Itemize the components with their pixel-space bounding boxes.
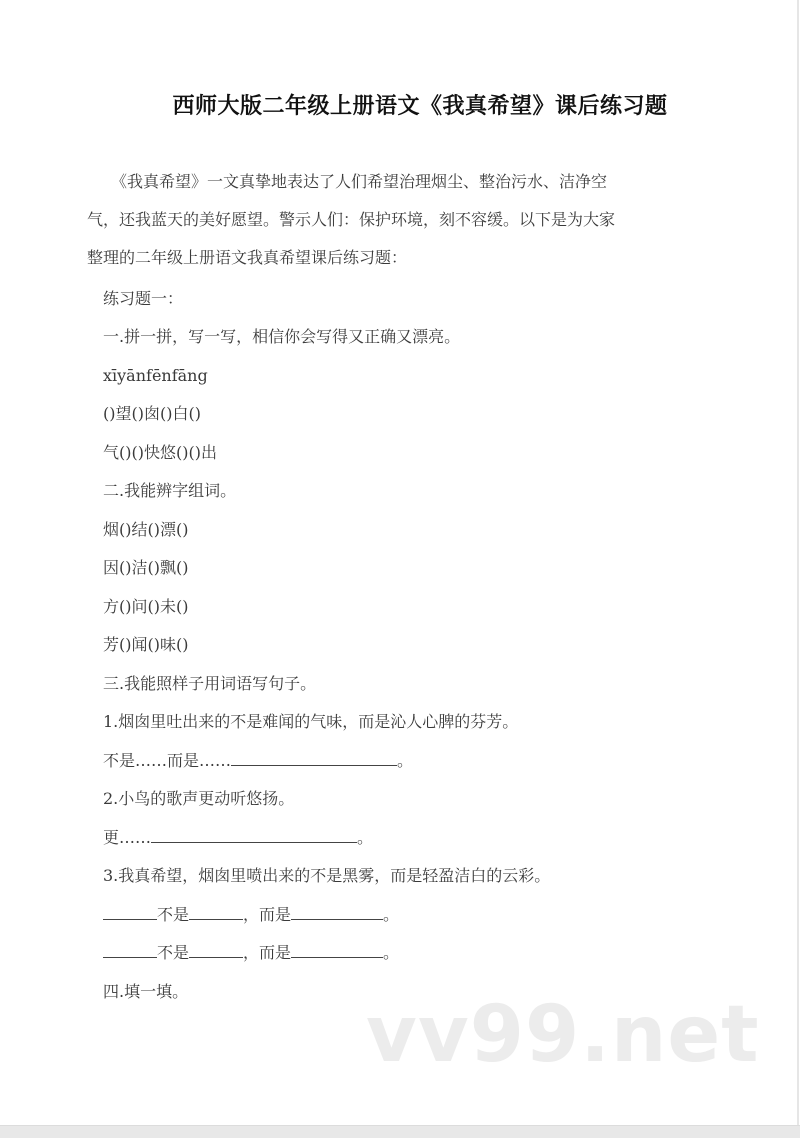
section3-q3-answer-line-2 bbox=[103, 942, 399, 964]
intro-line-1: 《我真希望》一文真挚地表达了人们希望治理烟尘、整治污水、洁净空 bbox=[87, 172, 608, 191]
q3-blank-1a[interactable] bbox=[103, 905, 157, 920]
section2-row-1: 烟()结()漂() bbox=[103, 520, 189, 539]
intro-line-2: 气，还我蓝天的美好愿望。警示人们：保护环境，刻不容缓。以下是为大家 bbox=[87, 210, 616, 229]
q2-answer-blank[interactable] bbox=[151, 828, 357, 843]
section3-q1-sentence: 1.烟囱里吐出来的不是难闻的气味，而是沁人心脾的芬芳。 bbox=[103, 712, 519, 731]
q3-end: 。 bbox=[383, 943, 400, 962]
q3-end: 。 bbox=[383, 905, 400, 924]
q1-answer-blank[interactable] bbox=[231, 751, 397, 766]
watermark: vv99.net bbox=[366, 990, 760, 1080]
exercise-heading: 练习题一： bbox=[103, 289, 184, 308]
section1-heading: 一.拼一拼，写一写，相信你会写得又正确又漂亮。 bbox=[103, 327, 461, 346]
q2-prompt: 更…… bbox=[103, 828, 152, 847]
section1-row-1: ()望()囱()白() bbox=[103, 404, 201, 423]
section3-q1-answer-line bbox=[103, 750, 413, 772]
pinyin-line: xīyānfēnfāng bbox=[103, 366, 208, 385]
q2-end: 。 bbox=[357, 828, 374, 847]
section3-q2-answer-line bbox=[103, 827, 373, 849]
section2-row-3: 方()问()未() bbox=[103, 597, 189, 616]
q3-blank-2a[interactable] bbox=[103, 943, 157, 958]
q1-prompt: 不是……而是…… bbox=[103, 751, 232, 770]
section3-q3-sentence: 3.我真希望，烟囱里喷出来的不是黑雾，而是轻盈洁白的云彩。 bbox=[103, 866, 551, 885]
q3-comma: ， bbox=[243, 943, 260, 962]
q3-word-bushi: 不是 bbox=[157, 905, 190, 924]
q3-word-bushi: 不是 bbox=[157, 943, 190, 962]
q3-blank-1b[interactable] bbox=[189, 905, 243, 920]
q3-word-ershi: 而是 bbox=[259, 943, 292, 962]
section3-q2-sentence: 2.小鸟的歌声更动听悠扬。 bbox=[103, 789, 295, 808]
q3-blank-2c[interactable] bbox=[291, 943, 383, 958]
section2-row-2: 因()洁()飘() bbox=[103, 558, 189, 577]
q3-word-ershi: 而是 bbox=[259, 905, 292, 924]
section4-heading: 四.填一填。 bbox=[103, 982, 189, 1001]
section3-heading: 三.我能照样子用词语写句子。 bbox=[103, 674, 317, 693]
section2-row-4: 芳()闻()味() bbox=[103, 635, 189, 654]
page-bottom-edge bbox=[0, 1125, 800, 1138]
intro-line-3: 整理的二年级上册语文我真希望课后练习题： bbox=[87, 248, 408, 267]
document-title: 西师大版二年级上册语文《我真希望》课后练习题 bbox=[172, 94, 668, 119]
intro-paragraph bbox=[87, 163, 717, 277]
q1-end: 。 bbox=[397, 751, 414, 770]
section3-q3-answer-line-1 bbox=[103, 904, 399, 926]
q3-comma: ， bbox=[243, 905, 260, 924]
section2-heading: 二.我能辨字组词。 bbox=[103, 481, 237, 500]
q3-blank-2b[interactable] bbox=[189, 943, 243, 958]
section1-row-2: 气()()快悠()()出 bbox=[103, 443, 217, 462]
q3-blank-1c[interactable] bbox=[291, 905, 383, 920]
